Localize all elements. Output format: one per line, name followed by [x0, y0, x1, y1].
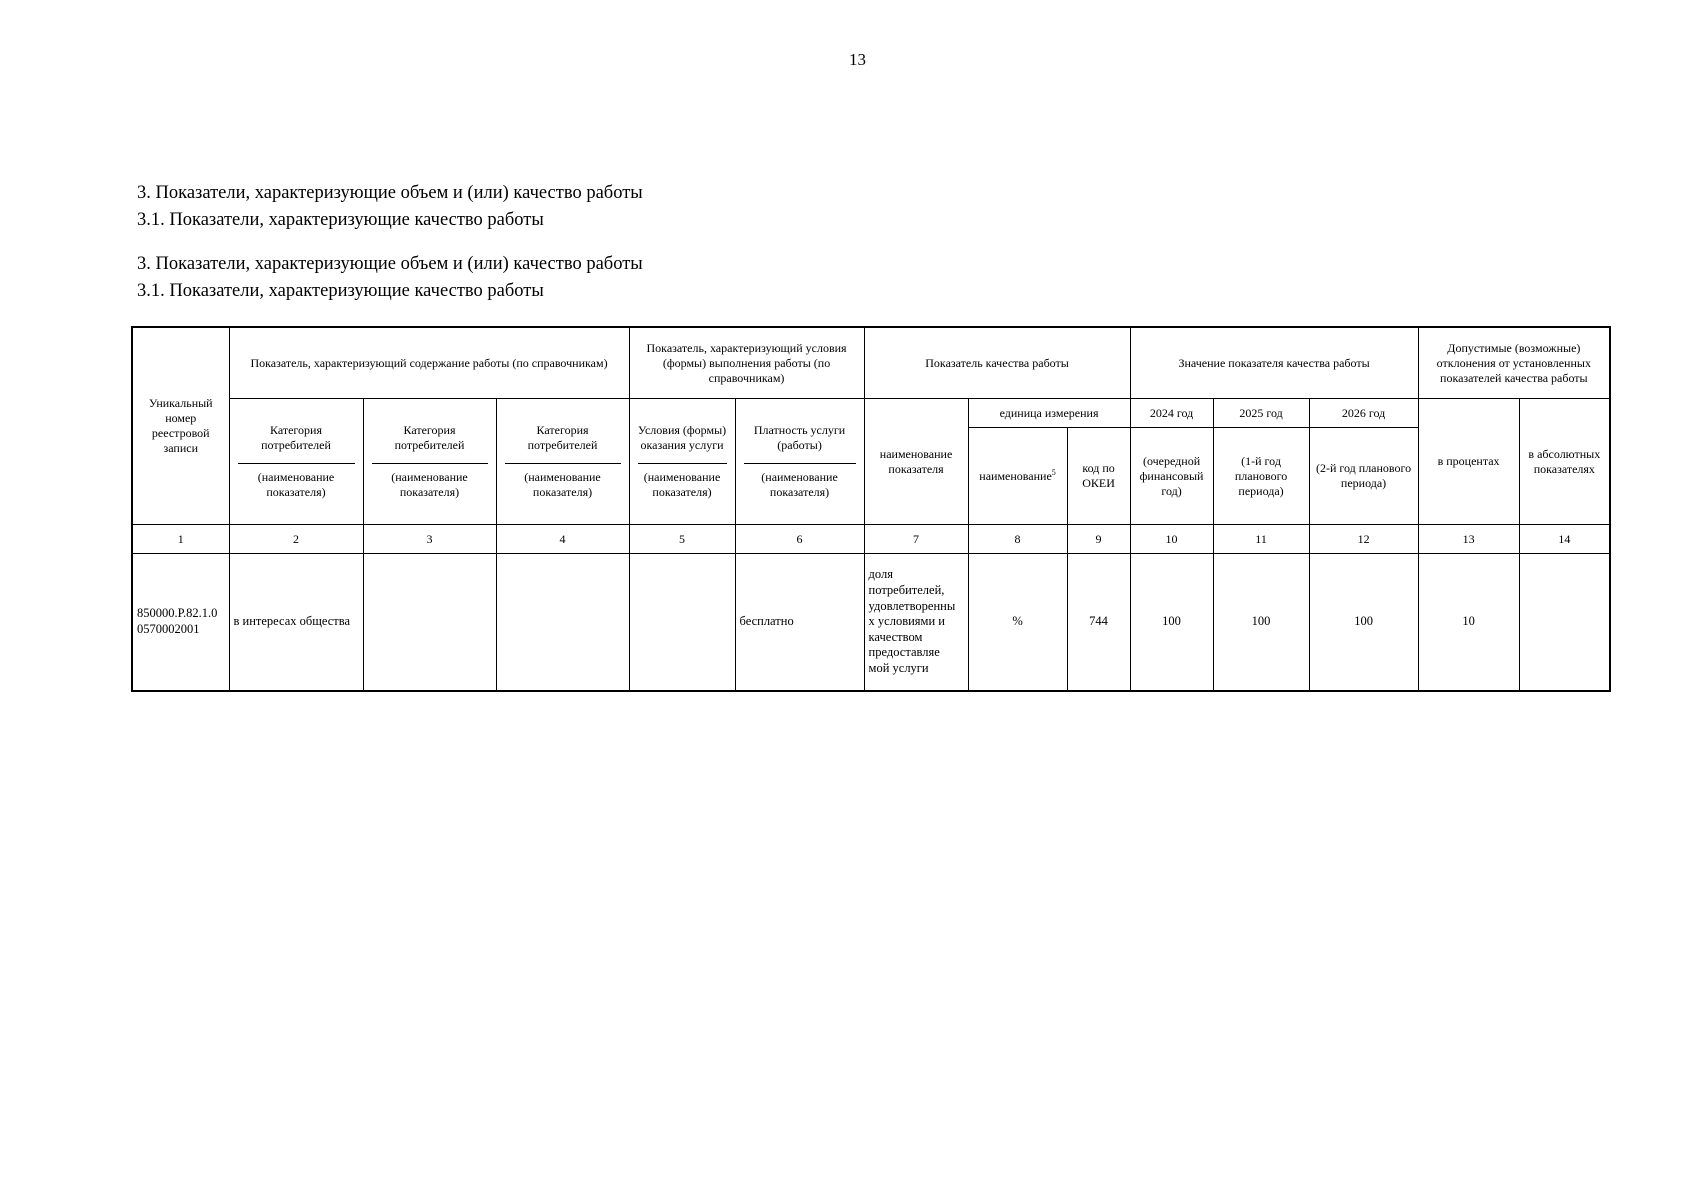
column-number: 2: [229, 525, 363, 554]
table-row: [132, 554, 1610, 692]
column-number: 12: [1309, 525, 1418, 554]
unit-name-header: [968, 428, 1067, 525]
category-subtitle: (наименование показателя): [391, 470, 468, 499]
conditions-cell: [629, 554, 735, 692]
column-number: 6: [735, 525, 864, 554]
okei-header: код по ОКЕИ: [1067, 428, 1130, 525]
percent-header: в процентах: [1418, 399, 1519, 525]
unit-name-cell: %: [968, 554, 1067, 692]
column-number: 7: [864, 525, 968, 554]
value-2025-cell: 100: [1213, 554, 1309, 692]
category-title: Категория потребителей: [505, 423, 621, 464]
section-headings: [137, 180, 1037, 305]
category-subtitle: (наименование показателя): [257, 470, 335, 499]
category-header-1: [229, 399, 363, 525]
column-number: 13: [1418, 525, 1519, 554]
value-2026-cell: 100: [1309, 554, 1418, 692]
value-group-header: Значение показателя качества работы: [1130, 327, 1418, 399]
column-number: 8: [968, 525, 1067, 554]
unit-name-label: наименование: [979, 469, 1052, 483]
category-title: Категория потребителей: [238, 423, 355, 464]
absolute-header: в абсолютных показателях: [1519, 399, 1610, 525]
conditions-header: [629, 399, 735, 525]
category-subtitle: (наименование показателя): [524, 470, 601, 499]
category-cell-3: [496, 554, 629, 692]
year-2024-header: 2024 год: [1130, 399, 1213, 428]
year-2025-header: 2025 год: [1213, 399, 1309, 428]
subsection-heading: 3.1. Показатели, характеризующие качество работы: [137, 281, 544, 301]
category-header-2: [363, 399, 496, 525]
deviation-percent-cell: 10: [1418, 554, 1519, 692]
column-number: 3: [363, 525, 496, 554]
column-number: 11: [1213, 525, 1309, 554]
header-row-groups: [132, 327, 1610, 399]
payment-subtitle: (наименование показателя): [761, 470, 838, 499]
section-heading: 3. Показатели, характеризующие объем и (или) качество работы: [137, 254, 643, 274]
footnote-mark: 5: [1051, 468, 1056, 477]
column-number: 9: [1067, 525, 1130, 554]
okei-cell: 744: [1067, 554, 1130, 692]
indicator-name-cell: доля потребителей, удовлетворенны х условиями и качеством предоставляе мой услуги: [864, 554, 968, 692]
column-number: 10: [1130, 525, 1213, 554]
column-number: 14: [1519, 525, 1610, 554]
category-cell-2: [363, 554, 496, 692]
value-2024-cell: 100: [1130, 554, 1213, 692]
year-2026-desc: (2-й год планового периода): [1309, 428, 1418, 525]
quality-group-header: Показатель качества работы: [864, 327, 1130, 399]
payment-cell: бесплатно: [735, 554, 864, 692]
unique-number-header: Уникальный номер реестровой записи: [132, 327, 229, 525]
column-number: 5: [629, 525, 735, 554]
year-2024-desc: (очередной финансовый год): [1130, 428, 1213, 525]
payment-title: Платность услуги (работы): [744, 423, 856, 464]
column-number: 1: [132, 525, 229, 554]
column-numbers-row: [132, 525, 1610, 554]
year-2026-header: 2026 год: [1309, 399, 1418, 428]
category-header-3: [496, 399, 629, 525]
indicator-name-header: наименование показателя: [864, 399, 968, 525]
year-2025-desc: (1-й год планового периода): [1213, 428, 1309, 525]
page-number: 13: [849, 50, 866, 69]
registry-number-cell: 850000.Р.82.1.0 0570002001: [132, 554, 229, 692]
deviation-group-header: Допустимые (возможные) отклонения от установленных показателей качества работы: [1418, 327, 1610, 399]
subsection-heading: 3.1. Показатели, характеризующие качество работы: [137, 210, 544, 230]
column-number: 4: [496, 525, 629, 554]
category-cell-1: в интересах общества: [229, 554, 363, 692]
quality-indicators-table: [131, 326, 1611, 692]
header-row-subgroups: [132, 399, 1610, 428]
payment-header: [735, 399, 864, 525]
conditions-title: Условия (формы) оказания услуги: [638, 423, 727, 464]
section-heading: 3. Показатели, характеризующие объем и (или) качество работы: [137, 183, 643, 203]
content-group-header: Показатель, характеризующий содержание работы (по справочникам): [229, 327, 629, 399]
conditions-group-header: Показатель, характеризующий условия (формы) выполнения работы (по справочникам): [629, 327, 864, 399]
category-title: Категория потребителей: [372, 423, 488, 464]
unit-header: единица измерения: [968, 399, 1130, 428]
conditions-subtitle: (наименование показателя): [643, 470, 721, 499]
deviation-absolute-cell: [1519, 554, 1610, 692]
